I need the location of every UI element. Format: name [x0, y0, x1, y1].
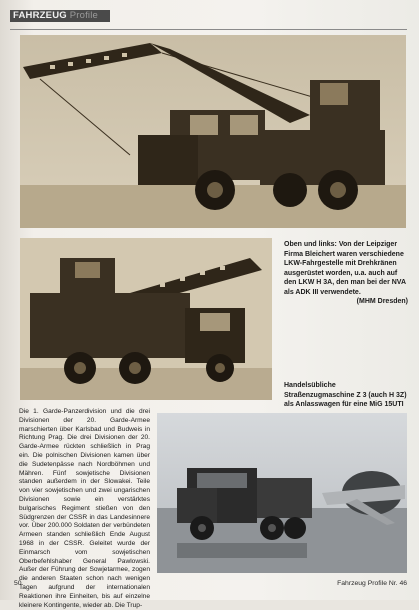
page-number: 50	[14, 580, 22, 587]
page-header	[13, 9, 98, 23]
header-subtitle: Profile	[69, 10, 99, 21]
article-body: Die 1. Garde-Panzerdivision und die drei Divisionen der 20. Garde-Armee marschierten über Karlsbad und Budweis in Richtung Prag. Die drei Divisionen der 20. Garde-Armee rückten schließlich in Prag ein. Die polnischen Divisionen kamen über die Sudetenpässe nach Nordböhmen und Mähren. Fünf sowjetische Divisionen standen außerdem in der Slowakei. Teile von vier sowjetischen und zwei ungarischen Divisionen sowie ein verstärktes bulgarisches Regiment stießen von den Südgrenzen der CSSR in das Landesinnere vor. Über 200.000 Soldaten der verbündeten Armeen standen schließlich Ende August 1968 in der CSSR. Geleitet wurde der Einmarsch vom sowjetischen Oberbefehlshaber General Pawlowski. Außer der Führung der Sowjetarmee, zogen die anderen Staaten schon nach wenigen Tagen aufgrund der internationalen Reaktionen ihre Einheiten, bis auf einzelne kleinere Kontingente, wieder ab. Die Trup-	[19, 408, 150, 609]
photo-top-source: (MHM Dresden)	[356, 298, 408, 305]
photo-crane-truck-rear	[20, 238, 272, 400]
crane-truck-rear-image	[20, 238, 272, 400]
header-rule	[10, 29, 407, 30]
footer-title: Fahrzeug Profile Nr. 46	[337, 580, 407, 587]
photo-top-caption	[284, 240, 408, 307]
photo-tow-truck-airfield	[157, 413, 407, 573]
photo-top-caption-text: Oben und links: Von der Leipziger Firma Bleichert waren verschiedene LKW-Fahrgestelle mit Drehkränen ausgerüstet worden, u.a. auch auf den LKW H 3A, den man bei der NVA als ADK III verwendete.	[284, 241, 406, 296]
header-title: FAHRZEUG	[13, 10, 67, 21]
photo-crane-truck-side	[20, 35, 406, 228]
photo-bottom-caption: Handelsübliche Straßenzugmaschine Z 3 (auch H 3Z) als Anlasswagen für eine MiG 15UTI	[284, 382, 407, 408]
tow-truck-image	[157, 413, 407, 573]
crane-truck-image	[20, 35, 406, 228]
